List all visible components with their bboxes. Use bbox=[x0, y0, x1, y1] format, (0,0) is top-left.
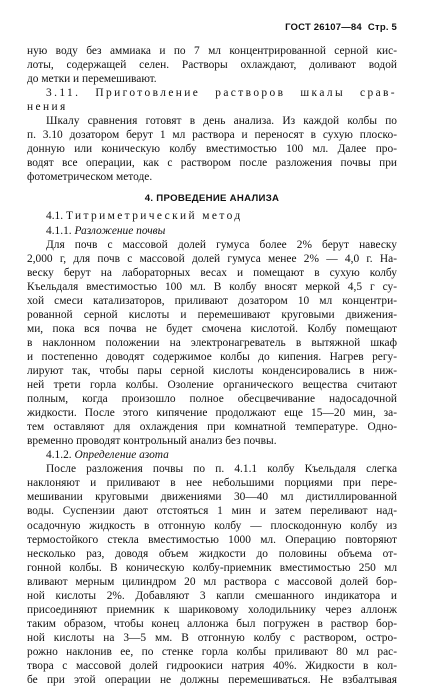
text-line: несколько раз, доводя объем жидкости до половины объема от- bbox=[27, 547, 397, 560]
text-line: осадочную жидкость в отгонную колбу — плоскодонную колбу из bbox=[27, 519, 397, 532]
text-line: После разложения почвы по п. 4.1.1 колбу Къельдаля слегка bbox=[46, 463, 397, 476]
text-line: термостойкого стекла вместимостью 1000 мл. Операцию повторяют bbox=[27, 533, 397, 546]
page-number: Стр. 5 bbox=[367, 22, 397, 33]
text-line: гонной колбы. В коническую колбу-приемник вместимостью 250 мл bbox=[27, 561, 397, 574]
text-line: мешивании круговыми движениями 30—40 мл дистиллированной bbox=[27, 491, 397, 504]
text-line: до метки и перемешивают. bbox=[27, 73, 157, 86]
text-line: ную воду без аммиака и по 7 мл концентрированной серной кис- bbox=[27, 45, 397, 57]
text-line: ной кислоты на 3—5 мм. В отгонную колбу с раствором, остро- bbox=[27, 631, 397, 644]
text-line: ной кислоты 2%. Добавляют 3 капли смешанного индикатора и bbox=[27, 589, 397, 602]
text-block-analysis bbox=[27, 209, 397, 687]
text-line: ней трети горла колбы. Озоление органического вещества считают bbox=[27, 379, 397, 392]
text-line: таким образом, чтобы конец аллонжа был погружен в раствор бор- bbox=[27, 617, 397, 630]
text-line: хой смеси катализаторов, приливают дозатором 10 мл концентри- bbox=[27, 294, 397, 307]
section-heading: 4. ПРОВЕДЕНИЕ АНАЛИЗА bbox=[144, 193, 280, 205]
text-line: присоединяют приемник к шариковому холодильнику через аллонж bbox=[27, 603, 397, 616]
text-line: 4.1.2. Определение азота bbox=[46, 449, 169, 462]
text-line: 3.11. Приготовление растворов шкалы срав- bbox=[46, 87, 397, 100]
text-line: водят все операции, как с раствором после разложения почвы при bbox=[27, 157, 397, 170]
page-header bbox=[27, 22, 397, 36]
text-line: Для почв с массовой долей гумуса более 2% берут навеску bbox=[46, 238, 397, 251]
text-line: 4.1. Титриметрический метод bbox=[46, 210, 243, 223]
text-line: 2,000 г, для почв с массовой долей гумуса менее 2% — 4,0 г. На- bbox=[27, 252, 397, 265]
text-line: веску берут на лабораторных весах и помещают в сухую колбу bbox=[27, 266, 397, 279]
text-line: и постепенно доводят содержимое колбы до кипения. Нагрев регу- bbox=[27, 350, 397, 363]
document-body bbox=[27, 44, 397, 687]
text-line: Шкалу сравнения готовят в день анализа. Из каждой колбы по bbox=[46, 115, 397, 128]
text-line: ми, пока вся почва не будет смочена кислотой. Колбу помещают bbox=[27, 322, 397, 335]
text-line: донную или коническую колбу вместимостью 100 мл. Далее про- bbox=[27, 143, 397, 156]
text-line: рожно наклонив ее, по стенке горла колбы приливают 80 мл рас- bbox=[27, 645, 397, 658]
text-line: п. 3.10 дозатором берут 1 мл раствора и переносят в сухую плоско- bbox=[27, 129, 397, 142]
text-line: бе при этой операции не должны перемешиваться. Не взбалтывая bbox=[27, 674, 397, 687]
text-line: лируют так, чтобы пары серной кислоты конденсировались в ниж- bbox=[27, 364, 397, 377]
text-line: рованной серной кислоты и перемешивают круговыми движения- bbox=[27, 308, 397, 321]
text-block-intro bbox=[27, 44, 397, 184]
text-line: Къельдаля вместимостью 100 мл. В колбу вносят меркой 4,5 г су- bbox=[27, 280, 397, 293]
standard-number: ГОСТ 26107—84 bbox=[285, 22, 362, 33]
text-line: твора с массовой долей гидроокиси натрия 40%. Жидкости в кол- bbox=[27, 659, 397, 672]
text-line: лоты, содержащей селен. Растворы охлаждают, доливают водой bbox=[27, 59, 397, 72]
text-line: воды. Суспензии дают отстояться 1 мин и затем переливают над- bbox=[27, 505, 397, 518]
text-line: наклоняют и приливают в нее небольшими порциями при пере- bbox=[27, 477, 397, 490]
text-line: временно проводят контрольный анализ без почвы. bbox=[27, 435, 277, 448]
text-line: в наклонном положении на электронагреватель в вытяжной шкаф bbox=[27, 336, 397, 349]
text-line: фотометрическом методе. bbox=[27, 171, 153, 184]
text-line: вливают мерным цилиндром 20 мл раствора с массовой долей бор- bbox=[27, 575, 397, 588]
text-line: полным, когда произошло полное обесцвечивание надосадочной bbox=[27, 393, 397, 406]
text-line: жидкости. После этого кипячение продолжают еще 15—20 мин, за- bbox=[27, 407, 397, 420]
text-line: 4.1.1. Разложение почвы bbox=[46, 224, 166, 237]
text-line: тем оставляют для охлаждения при комнатной температуре. Одно- bbox=[27, 421, 397, 434]
text-line: нения bbox=[27, 101, 68, 114]
